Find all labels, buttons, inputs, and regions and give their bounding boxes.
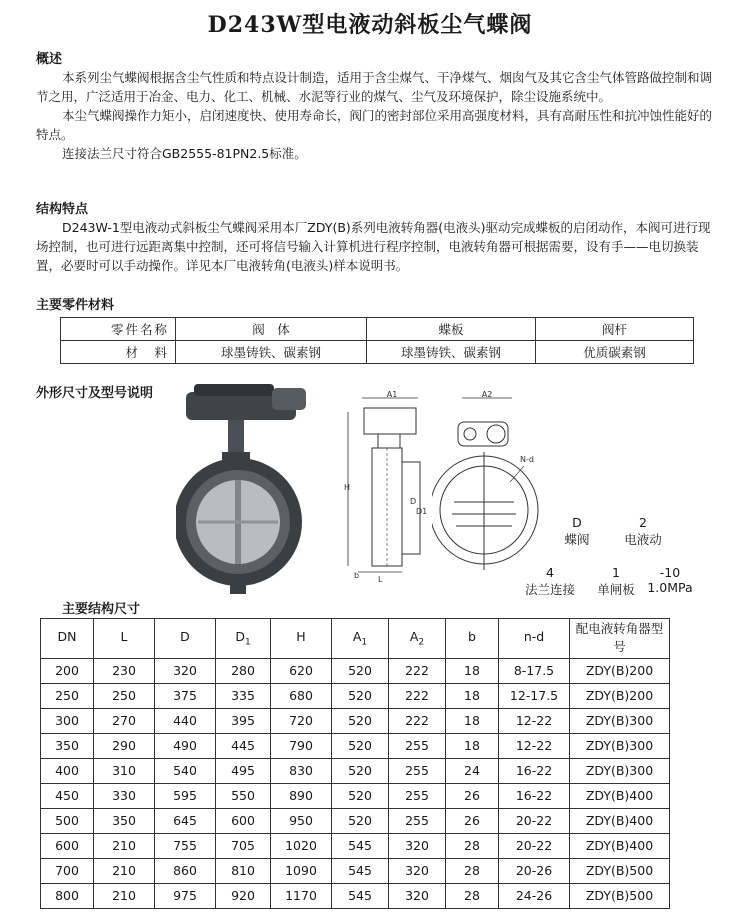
table-cell: 12-22: [499, 708, 570, 733]
table-row: [61, 318, 694, 341]
table-cell: 12-17.5: [499, 683, 570, 708]
table-cell: ZDY(B)300: [570, 733, 670, 758]
table-cell: 255: [389, 808, 446, 833]
table-cell: 310: [94, 758, 155, 783]
model-code-desc: 蝶阀: [564, 532, 590, 547]
table-cell: 800: [41, 883, 94, 908]
table-cell: 20-26: [499, 858, 570, 883]
table-cell: 290: [94, 733, 155, 758]
materials-heading: 主要零件材料: [36, 298, 115, 313]
model-code-desc: 1.0MPa: [647, 580, 693, 595]
table-cell: 18: [446, 658, 499, 683]
table-cell: 24: [446, 758, 499, 783]
model-code: -10: [659, 565, 681, 580]
table-cell: 705: [216, 833, 271, 858]
dimensions-table: [40, 618, 670, 909]
table-cell: 520: [332, 708, 389, 733]
label-h: H: [344, 483, 351, 492]
front-view-drawing: [432, 390, 562, 586]
table-cell: 阀杆: [536, 318, 694, 341]
table-cell: 520: [332, 758, 389, 783]
table-cell: 222: [389, 683, 446, 708]
label-a1: A1: [386, 390, 398, 399]
table-cell: 395: [216, 708, 271, 733]
table-cell: 645: [155, 808, 216, 833]
model-code-item: [610, 515, 676, 548]
table-row: [41, 808, 670, 833]
model-code: D: [572, 515, 582, 530]
overview-paragraph-1: 本系列尘气蝶阀根据含尘气性质和特点设计制造，适用于含尘煤气、干净煤气、烟囱气及其它含尘气体管路做控制和调节之用，广泛适用于冶金、电力、化工、机械、水泥等行业的煤气、尘气及环境保护，除尘设施系统中。: [36, 70, 713, 104]
table-cell: 545: [332, 858, 389, 883]
model-code-item: [516, 565, 584, 598]
table-cell: 优质碳素钢: [536, 341, 694, 364]
dims-heading: 主要结构尺寸: [62, 602, 141, 617]
table-cell: 210: [94, 858, 155, 883]
model-code-item: [586, 565, 646, 598]
table-cell: 320: [389, 858, 446, 883]
table-row: [41, 783, 670, 808]
model-code: 2: [639, 515, 647, 530]
label-l: L: [378, 575, 383, 584]
table-cell: 320: [389, 833, 446, 858]
table-cell: 球墨铸铁、碳素钢: [367, 341, 536, 364]
model-code-desc: 电液动: [624, 532, 662, 547]
table-cell: 500: [41, 808, 94, 833]
table-cell: 24-26: [499, 883, 570, 908]
table-row: [41, 733, 670, 758]
table-cell: 335: [216, 683, 271, 708]
table-cell: 350: [41, 733, 94, 758]
label-d: D: [410, 497, 417, 506]
table-cell: 320: [155, 658, 216, 683]
structure-paragraph: D243W-1型电液动式斜板尘气蝶阀采用本厂ZDY(B)系列电液转角器(电液头)驱动完成蝶板的启闭动作，本阀可进行现场控制，也可进行远距离集中控制，还可将信号输入计算机进行程序控制，电液转角器可根据需要，设有手——电切换装置，必要时可以手动操作。详见本厂电液转角(电液头)样本说明书。: [36, 220, 711, 273]
overview-text: [36, 68, 716, 163]
table-cell: 16-22: [499, 783, 570, 808]
table-cell: ZDY(B)200: [570, 683, 670, 708]
table-cell: 255: [389, 783, 446, 808]
column-header: n-d: [499, 619, 570, 659]
overview-paragraph-3: 连接法兰尺寸符合GB2555-81PN2.5标准。: [62, 146, 307, 161]
valve-product-image: [176, 376, 336, 598]
table-cell: 零件名称: [61, 318, 176, 341]
column-header: L: [94, 619, 155, 659]
column-header: 配电液转角器型号: [570, 619, 670, 659]
label-nd: N-d: [520, 455, 534, 464]
table-cell: 490: [155, 733, 216, 758]
model-code-desc: 法兰连接: [524, 582, 575, 597]
table-cell: 440: [155, 708, 216, 733]
table-cell: 330: [94, 783, 155, 808]
side-view-drawing: [338, 390, 428, 586]
table-cell: 280: [216, 658, 271, 683]
table-cell: 540: [155, 758, 216, 783]
model-code-item: [552, 515, 602, 548]
table-cell: 球墨铸铁、碳素钢: [176, 341, 367, 364]
column-header: H: [271, 619, 332, 659]
table-cell: 545: [332, 883, 389, 908]
model-code-item: [640, 565, 700, 595]
column-header: $D_1$: [216, 619, 271, 659]
table-cell: ZDY(B)400: [570, 783, 670, 808]
table-cell: 350: [94, 808, 155, 833]
table-cell: 400: [41, 758, 94, 783]
table-cell: 600: [216, 808, 271, 833]
table-cell: 975: [155, 883, 216, 908]
table-cell: 700: [41, 858, 94, 883]
table-cell: 250: [94, 683, 155, 708]
table-cell: 28: [446, 833, 499, 858]
table-cell: 26: [446, 783, 499, 808]
table-cell: 300: [41, 708, 94, 733]
table-cell: 620: [271, 658, 332, 683]
table-cell: ZDY(B)500: [570, 858, 670, 883]
table-cell: 222: [389, 658, 446, 683]
table-cell: 20-22: [499, 833, 570, 858]
table-cell: 28: [446, 858, 499, 883]
table-cell: 250: [41, 683, 94, 708]
label-a2: A2: [481, 390, 493, 399]
table-cell: 890: [271, 783, 332, 808]
structure-text: [36, 218, 716, 275]
table-cell: 790: [271, 733, 332, 758]
table-cell: 255: [389, 758, 446, 783]
table-cell: 200: [41, 658, 94, 683]
table-cell: 920: [216, 883, 271, 908]
materials-table: [60, 317, 694, 364]
table-cell: 20-22: [499, 808, 570, 833]
table-cell: 755: [155, 833, 216, 858]
table-row: [41, 883, 670, 908]
table-cell: 16-22: [499, 758, 570, 783]
table-cell: ZDY(B)400: [570, 833, 670, 858]
table-cell: 阀 体: [176, 318, 367, 341]
table-cell: 375: [155, 683, 216, 708]
label-b: b: [354, 571, 360, 580]
outline-heading: 外形尺寸及型号说明: [36, 386, 154, 401]
table-cell: ZDY(B)300: [570, 758, 670, 783]
table-cell: 720: [271, 708, 332, 733]
label-d1: D1: [416, 507, 428, 516]
table-row: [41, 683, 670, 708]
table-cell: 445: [216, 733, 271, 758]
table-cell: 1020: [271, 833, 332, 858]
column-header: $A_1$: [332, 619, 389, 659]
table-cell: 18: [446, 708, 499, 733]
table-cell: 520: [332, 808, 389, 833]
table-cell: 230: [94, 658, 155, 683]
table-cell: 1090: [271, 858, 332, 883]
table-cell: 18: [446, 683, 499, 708]
overview-heading: 概述: [36, 52, 63, 67]
table-cell: ZDY(B)400: [570, 808, 670, 833]
table-cell: 860: [155, 858, 216, 883]
table-row: [41, 833, 670, 858]
table-cell: 950: [271, 808, 332, 833]
table-cell: 222: [389, 708, 446, 733]
column-header: DN: [41, 619, 94, 659]
table-cell: 28: [446, 883, 499, 908]
table-cell: 270: [94, 708, 155, 733]
table-cell: 1170: [271, 883, 332, 908]
table-row: [41, 858, 670, 883]
table-cell: 550: [216, 783, 271, 808]
column-header: b: [446, 619, 499, 659]
table-cell: ZDY(B)500: [570, 883, 670, 908]
structure-heading: 结构特点: [36, 202, 89, 217]
model-code: 1: [612, 565, 620, 580]
table-cell: 255: [389, 733, 446, 758]
table-cell: 210: [94, 833, 155, 858]
page-title: D243W型电液动斜板尘气蝶阀: [207, 12, 533, 38]
column-header: D: [155, 619, 216, 659]
model-code-desc: 单闸板: [597, 582, 635, 597]
table-cell: 810: [216, 858, 271, 883]
table-row: [41, 658, 670, 683]
dimensions-table-body: [41, 658, 670, 908]
column-header: $A_2$: [389, 619, 446, 659]
table-cell: 12-22: [499, 733, 570, 758]
table-cell: 520: [332, 658, 389, 683]
table-cell: 520: [332, 683, 389, 708]
table-cell: 210: [94, 883, 155, 908]
table-row: [41, 758, 670, 783]
overview-paragraph-2: 本尘气蝶阀操作力矩小，启闭速度快、使用寿命长，阀门的密封部位采用高强度材料，具有高耐压性和抗冲蚀性能好的特点。: [36, 108, 713, 142]
table-cell: 18: [446, 733, 499, 758]
table-cell: 26: [446, 808, 499, 833]
table-row: [41, 708, 670, 733]
table-cell: 材 料: [61, 341, 176, 364]
table-cell: 600: [41, 833, 94, 858]
table-row: [61, 341, 694, 364]
table-cell: 520: [332, 733, 389, 758]
table-cell: 830: [271, 758, 332, 783]
table-cell: 8-17.5: [499, 658, 570, 683]
table-cell: 520: [332, 783, 389, 808]
table-cell: ZDY(B)300: [570, 708, 670, 733]
table-cell: 320: [389, 883, 446, 908]
table-cell: 680: [271, 683, 332, 708]
table-cell: 545: [332, 833, 389, 858]
table-cell: 蝶板: [367, 318, 536, 341]
table-cell: 495: [216, 758, 271, 783]
table-cell: 595: [155, 783, 216, 808]
table-header-row: [41, 619, 670, 659]
table-cell: 450: [41, 783, 94, 808]
table-cell: ZDY(B)200: [570, 658, 670, 683]
model-code: 4: [546, 565, 554, 580]
